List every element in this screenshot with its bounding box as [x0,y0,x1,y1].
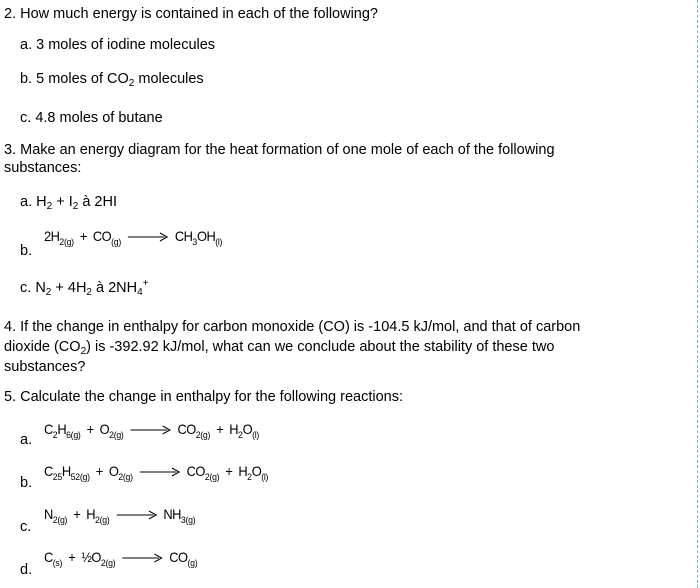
q3-c-sub3: 4 [137,287,143,298]
q5-a-h2o-sub: 2 [238,430,243,441]
page-edge-rule [697,0,698,588]
q2-item-c [20,109,163,127]
q3-b-reactant1: 2H [44,228,60,244]
q5-c-h2: H [86,506,96,522]
q5-a-o2: O [99,421,110,437]
q3-a-product: à 2HI [78,194,117,210]
q2-c-label: c. [20,110,32,126]
q3-b-reactant2: CO [92,228,112,244]
q5-a-h: H [57,421,67,437]
q5-c-nh3-sub: 3(g) [180,515,196,526]
q5-a-label: a. [20,432,33,448]
q3-c-n: N [35,280,46,296]
q5-d-o2-sub: 2(g) [100,558,116,569]
q5-b-o2-sub: 2(g) [118,472,133,483]
q3-c-charge: + [142,278,149,289]
q3-c-h: + 4H [51,280,87,296]
q5-b-plus1: + [95,463,103,479]
q5-b-h-sub: 52(g) [70,472,90,483]
q5-b-h2o-o: O [251,463,262,479]
q3-prompt-line2: substances: [4,160,82,176]
q5-c-equation [44,506,196,526]
q5-a-co2: CO [177,421,196,437]
q4-line1: 4. If the change in enthalpy for carbon monoxide (CO) is -104.5 kJ/mol, and that of carbon [4,319,581,335]
q5-a-equation [44,421,260,441]
q3-b-reactant2-sub: (g) [111,237,122,248]
q3-b-product-b: OH [197,228,216,244]
q5-d-co: CO [169,549,188,565]
q5-a-plus1: + [86,421,94,437]
q4-line3: substances? [4,359,86,375]
q5-b-h2o-state: (l) [261,472,269,483]
q5-b-o2: O [108,463,119,479]
q3-b-equation [44,228,223,248]
q2-item-a [20,36,215,54]
q3-a-i: + I [52,194,73,210]
q3-a-label: a. [20,194,33,210]
q5-d-coef: ½ [81,549,92,565]
q5-b-h: H [61,463,71,479]
q5-c-h2-sub: 2(g) [95,515,110,526]
q5-b-c: C [44,463,53,479]
q3-b-product-state: (l) [215,237,223,248]
q3-a-sub1: 2 [46,201,53,212]
q5-a-c-sub: 2 [52,430,58,441]
q3-c-product: à 2NH [91,280,138,296]
q5-b-label: b. [20,475,33,491]
q3-prompt-line1: 3. Make an energy diagram for the heat formation of one mole of each of the following [4,142,555,158]
q3-a-sub2: 2 [72,201,79,212]
q5-b-h2o-h: H [238,463,248,479]
reaction-arrow-icon [116,510,156,520]
q4-line2 [4,338,554,356]
reaction-arrow-icon [130,425,170,435]
q5-c-n2-sub: 2(g) [52,515,68,526]
q5-c-nh3: NH [163,506,181,522]
q5-c-n2: N [44,506,53,522]
q2-a-text: 3 moles of iodine molecules [36,37,216,53]
q3-c-sub2: 2 [86,287,92,298]
q5-b-h2o-sub: 2 [247,472,252,483]
q3-b-plus: + [79,228,87,244]
q5-prompt: 5. Calculate the change in enthalpy for the following reactions: [4,389,403,405]
q5-a-o2-sub: 2(g) [109,430,124,441]
q5-a-h-sub: 6(g) [66,430,81,441]
q5-b-co2: CO [186,463,205,479]
q2-b-text: 5 moles of CO [36,71,129,87]
q3-b-label: b. [20,243,33,259]
q5-d-equation [44,549,198,569]
q5-a-co2-sub: 2(g) [195,430,211,441]
q5-b-equation [44,463,269,483]
reaction-arrow-icon [122,553,162,563]
q5-b-co2-sub: 2(g) [204,472,220,483]
q2-a-label: a. [20,37,33,53]
q5-b-c-sub: 25 [52,472,62,483]
reaction-arrow-icon [128,232,168,242]
q5-b-plus2: + [225,463,233,479]
q2-b-sub: 2 [128,78,135,89]
q5-a-h2o-h: H [229,421,239,437]
q5-d-label: d. [20,562,33,578]
q5-d-c: C [44,549,53,565]
reaction-arrow-icon [139,467,179,477]
q5-a-c: C [44,421,53,437]
q3-c-sub1: 2 [45,287,52,298]
q2-b-label: b. [20,71,33,87]
q4-line2-sub: 2 [80,346,87,357]
q2-item-b [20,70,204,88]
q3-item-c [20,279,149,297]
q2-prompt: 2. How much energy is contained in each of the following? [4,6,378,22]
q5-a-h2o-o: O [242,421,253,437]
q3-b-product-sub: 3 [192,237,198,248]
q3-c-label: c. [20,280,32,296]
q2-c-text: 4.8 moles of butane [35,110,163,126]
q5-d-co-sub: (g) [187,558,198,569]
q3-b-reactant1-sub: 2(g) [59,237,74,248]
q5-a-h2o-state: (l) [252,430,260,441]
q3-b-product: CH [174,228,193,244]
q5-d-c-sub: (s) [52,558,63,569]
q5-a-plus2: + [216,421,224,437]
q4-line2-b: ) is -392.92 kJ/mol, what can we conclude about the stability of these two [86,339,555,355]
q5-c-label: c. [20,519,32,535]
q3-a-h: H [36,194,47,210]
q3-item-a [20,193,117,211]
q5-d-plus: + [68,549,76,565]
q4-line2-a: dioxide (CO [4,339,81,355]
q5-c-plus: + [73,506,81,522]
q2-b-text-end: molecules [134,71,204,87]
q5-d-o2: O [91,549,101,565]
